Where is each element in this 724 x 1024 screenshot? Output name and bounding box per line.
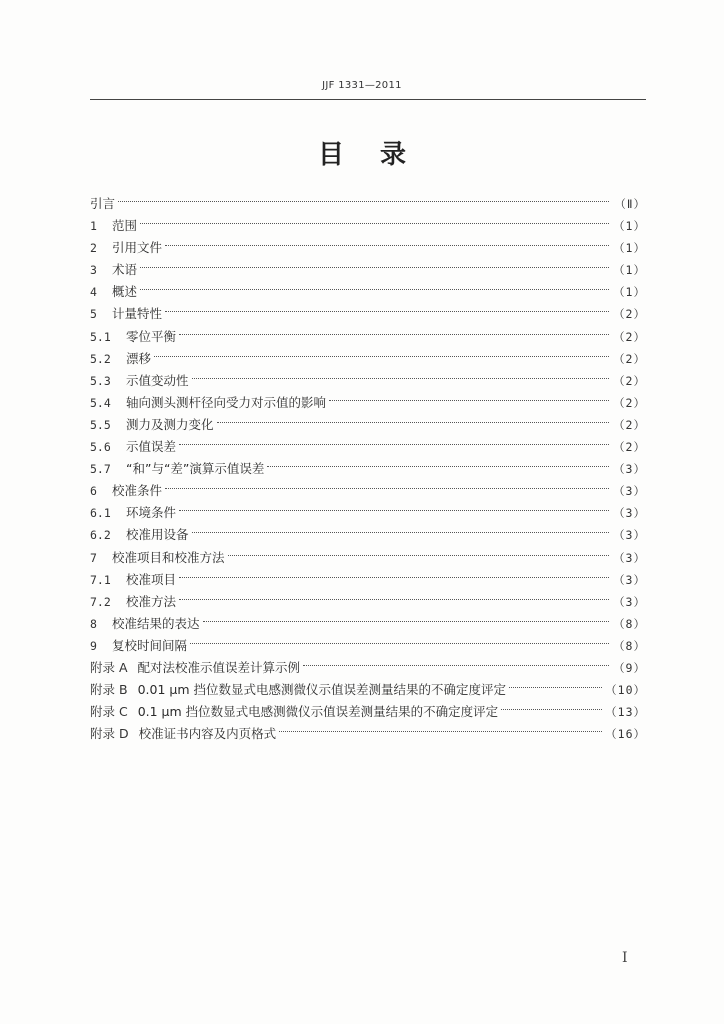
toc-entry-label: 校准结果的表达 (112, 615, 200, 631)
toc-leader-dots (192, 363, 609, 385)
toc-leader-dots (165, 473, 609, 495)
toc-entry-label: 校准证书内容及内页格式 (138, 726, 277, 742)
toc-leader-dots (267, 451, 609, 473)
toc-entry-page: （3） (613, 506, 646, 521)
toc-entry-number: 附录 C (90, 704, 128, 720)
toc-entry[interactable] (90, 274, 646, 300)
toc-leader-dots (228, 540, 609, 562)
toc-entry-label: 校准用设备 (126, 527, 189, 543)
toc-entry[interactable] (90, 230, 646, 256)
toc-entry-page: （8） (613, 616, 646, 631)
toc-entry-label: 漂移 (126, 350, 152, 366)
toc-entry[interactable] (90, 473, 646, 499)
toc-leader-dots (303, 650, 609, 672)
toc-entry-number: 2 (90, 241, 97, 256)
toc-entry[interactable] (90, 341, 646, 366)
toc-entry[interactable] (90, 363, 646, 388)
toc-entry-page: （2） (613, 395, 646, 410)
toc-entry-number: 附录 B (90, 682, 128, 698)
toc-entry-number: 5.6 (90, 440, 111, 455)
toc-entry-label: 引言 (90, 196, 116, 211)
toc-entry-page: （10） (605, 683, 646, 698)
toc-entry-label: 范围 (112, 218, 138, 234)
toc-entry-number: 附录 A (90, 659, 128, 675)
toc-entry-page: （13） (605, 705, 646, 720)
toc-entry-page: （3） (613, 594, 646, 609)
toc-leader-dots (203, 606, 609, 628)
toc-entry-label: 计量特性 (112, 306, 163, 322)
toc-entry-number: 9 (90, 638, 97, 653)
toc-leader-dots (179, 562, 609, 584)
standard-code: JJF 1331—2011 (322, 80, 402, 91)
toc-entry-number: 6 (90, 484, 97, 499)
toc-entry-page: （2） (613, 417, 646, 432)
toc-entry-page: （1） (613, 285, 646, 300)
toc-entry-number: 5 (90, 307, 97, 322)
toc-leader-dots (179, 429, 609, 451)
toc-entry-label: 测力及测力变化 (126, 416, 214, 432)
toc-entry-number: 7 (90, 550, 97, 565)
toc-entry-number: 3 (90, 263, 97, 278)
toc-entry-label: 术语 (112, 262, 138, 278)
toc-leader-dots (509, 672, 602, 694)
toc-entry-number: 1 (90, 219, 97, 234)
toc-entry-label: 校准项目 (126, 571, 177, 587)
toc-leader-dots (140, 252, 609, 274)
toc-leader-dots (140, 274, 609, 296)
toc-entry-label: 概述 (112, 284, 138, 300)
toc-entry-page: （3） (613, 528, 646, 543)
toc-entry-number: 6.2 (90, 528, 111, 543)
toc-entry-label: 零位平衡 (126, 328, 177, 344)
toc-leader-dots (179, 584, 609, 606)
toc-entry[interactable] (90, 319, 646, 344)
toc-entry-number: 5.2 (90, 351, 111, 366)
toc-entry-page: （16） (605, 727, 646, 742)
toc-entry-number: 5.4 (90, 395, 111, 410)
toc-entry-page: （2） (613, 329, 646, 344)
toc-entry-label: 0.01 μm 挡位数显式电感测微仪示值误差测量结果的不确定度评定 (137, 682, 506, 698)
toc-entry-page: （2） (613, 307, 646, 322)
toc-leader-dots (165, 230, 609, 252)
toc-entry-label: 轴向测头测杆径向受力对示值的影响 (126, 394, 327, 410)
toc-leader-dots (501, 694, 602, 716)
toc-entry-label: 示值变动性 (126, 372, 189, 388)
toc-leader-dots (217, 407, 609, 429)
header-rule (90, 99, 646, 100)
toc-entry-number: 6.1 (90, 506, 111, 521)
toc-entry[interactable] (90, 186, 646, 211)
toc-entry-page: （8） (613, 638, 646, 653)
toc-leader-dots (165, 296, 609, 318)
toc-leader-dots (190, 628, 609, 650)
toc-leader-dots (279, 716, 602, 738)
toc-entry-page: （2） (613, 373, 646, 388)
table-of-contents (90, 186, 646, 742)
toc-leader-dots (179, 319, 609, 341)
toc-entry-label: 示值误差 (126, 439, 177, 455)
toc-entry-number: 4 (90, 285, 97, 300)
toc-entry-label: 环境条件 (126, 505, 177, 521)
toc-entry[interactable] (90, 495, 646, 521)
toc-entry[interactable] (90, 296, 646, 322)
toc-entry-page: （1） (613, 241, 646, 256)
toc-leader-dots (154, 341, 609, 363)
toc-entry-label: 校准方法 (126, 593, 177, 609)
toc-leader-dots (140, 208, 609, 230)
toc-leader-dots (329, 385, 609, 407)
toc-entry-number: 7.1 (90, 572, 111, 587)
page-title: 目录 (317, 140, 442, 170)
toc-entry-label: 复校时间间隔 (112, 637, 188, 653)
toc-entry-page: （2） (613, 440, 646, 455)
toc-entry-page: （Ⅱ） (614, 197, 646, 211)
toc-leader-dots (118, 186, 609, 208)
toc-entry-number: 附录 D (90, 726, 129, 742)
toc-entry-page: （1） (613, 263, 646, 278)
toc-entry-page: （3） (613, 484, 646, 499)
toc-entry-label: “和”与“差”演算示值误差 (126, 461, 265, 477)
toc-entry-number: 8 (90, 616, 97, 631)
toc-entry-page: （3） (613, 550, 646, 565)
toc-entry-number: 5.7 (90, 462, 111, 477)
toc-entry[interactable] (90, 208, 646, 234)
toc-entry-label: 引用文件 (112, 240, 163, 256)
toc-entry-page: （9） (613, 660, 646, 675)
toc-entry-label: 0.1 μm 挡位数显式电感测微仪示值误差测量结果的不确定度评定 (137, 704, 499, 720)
toc-entry[interactable] (90, 252, 646, 278)
toc-leader-dots (179, 495, 609, 517)
page-number: Ⅰ (622, 950, 628, 966)
toc-entry-number: 5.1 (90, 329, 111, 344)
toc-entry-label: 配对法校准示值误差计算示例 (137, 659, 301, 675)
toc-entry-page: （2） (613, 351, 646, 366)
toc-entry-number: 7.2 (90, 594, 111, 609)
toc-entry-label: 校准条件 (112, 483, 163, 499)
toc-entry-page: （3） (613, 572, 646, 587)
toc-entry-number: 5.5 (90, 417, 111, 432)
toc-entry-number: 5.3 (90, 373, 111, 388)
toc-leader-dots (192, 517, 609, 539)
toc-entry-page: （3） (613, 462, 646, 477)
toc-entry-label: 校准项目和校准方法 (112, 549, 225, 565)
toc-entry-page: （1） (613, 219, 646, 234)
